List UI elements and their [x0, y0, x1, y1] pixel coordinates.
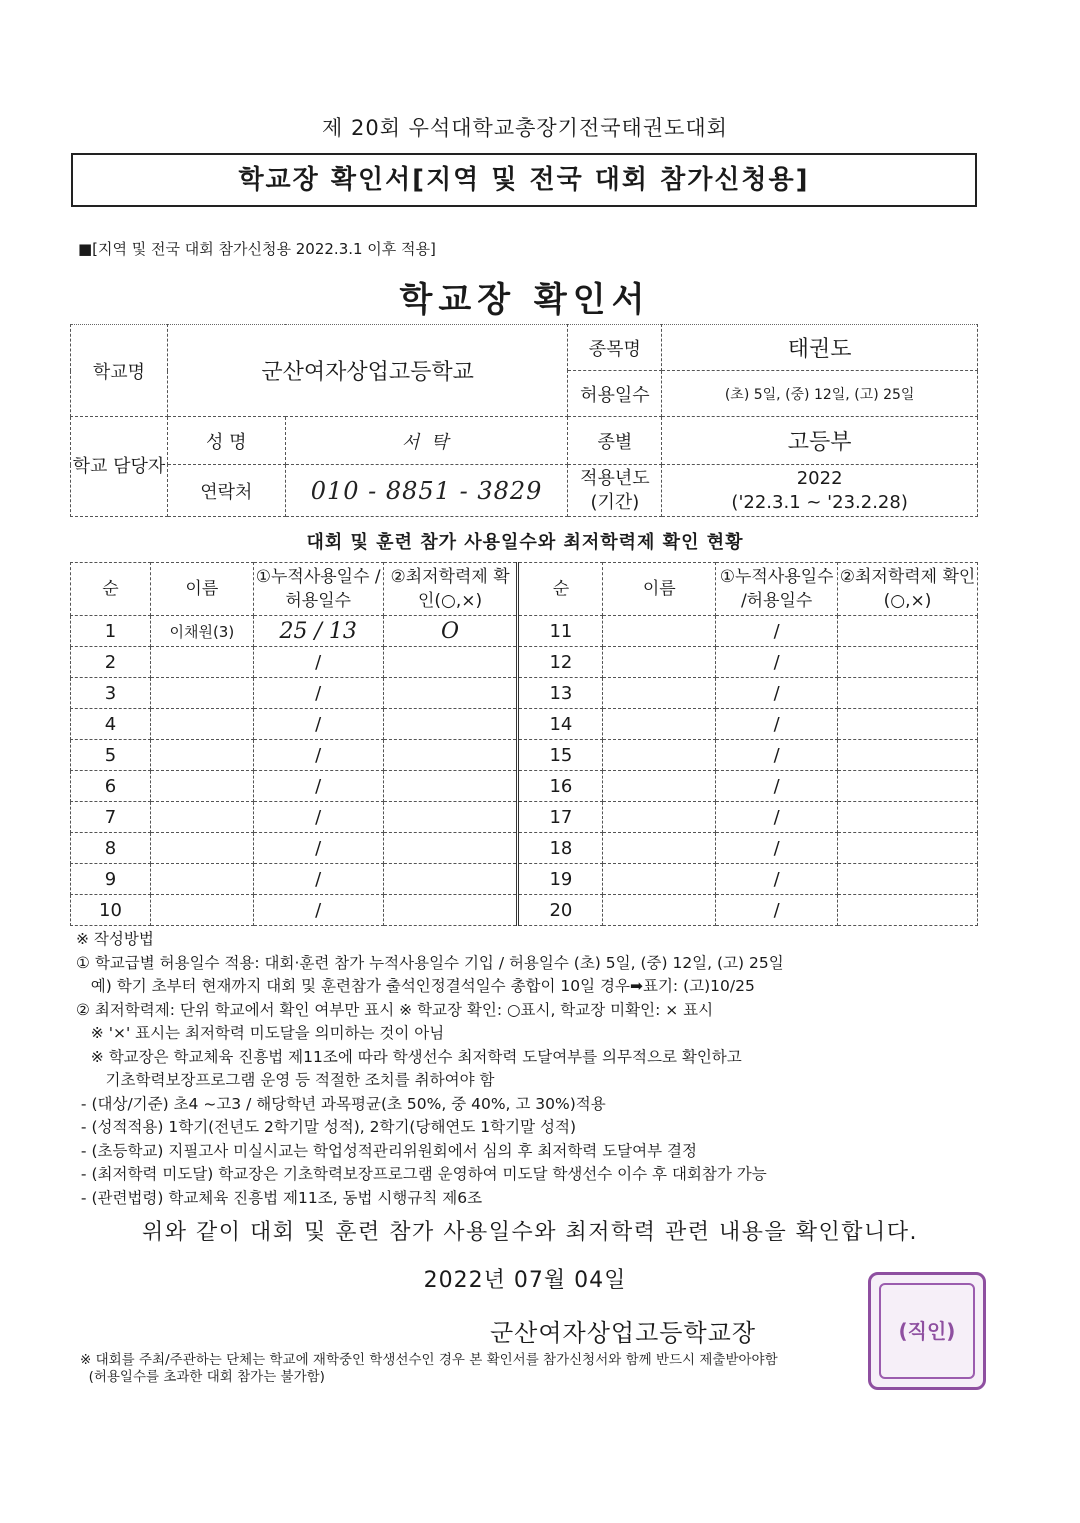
- table-row: [71, 833, 978, 864]
- row-number: 13: [518, 678, 603, 709]
- min-achievement: [383, 895, 518, 926]
- min-achievement: [838, 771, 978, 802]
- instructions: [76, 928, 996, 1210]
- period-value: ('22.3.1 ~ '23.2.28): [731, 491, 908, 513]
- instruction-line: - (관련법령) 학교체육 진흥법 제11조, 동법 시행규칙 제6조: [76, 1188, 483, 1207]
- table-row: [71, 647, 978, 678]
- notice-line: ■[지역 및 전국 대회 참가신청용 2022.3.1 이후 적용]: [78, 240, 436, 258]
- instruction-line: ① 학교급별 허용일수 적용: 대회·훈련 참가 누적사용일수 기입 / 허용일수 (초) 5일, (중) 12일, (고) 25일: [76, 953, 784, 972]
- days-ratio: /: [253, 895, 383, 926]
- row-number: 7: [71, 802, 151, 833]
- row-number: 15: [518, 740, 603, 771]
- instruction-line: ※ 학교장은 학교체육 진흥법 제11조에 따라 학생선수 최저학력 도달여부를 의무적으로 확인하고: [76, 1047, 742, 1066]
- header-min-2: ②최저학력제 확인(○,×): [838, 563, 978, 616]
- header-min: ②최저학력제 확인(○,×): [383, 563, 518, 616]
- instruction-line: - (성적적용) 1학기(전년도 2학기말 성적), 2학기(당해연도 1학기말 성적): [76, 1118, 576, 1136]
- form-title-box: 학교장 확인서[지역 및 전국 대회 참가신청용]: [71, 153, 977, 207]
- min-achievement: [383, 833, 518, 864]
- participation-table: [70, 562, 978, 926]
- min-achievement: [383, 740, 518, 771]
- header-no-2: 순: [518, 563, 603, 616]
- footnote-line: (허용일수를 초과한 대회 참가는 불가함): [80, 1369, 325, 1385]
- row-number: 18: [518, 833, 603, 864]
- min-achievement: [838, 802, 978, 833]
- manager-label: 학교 담당자: [71, 417, 168, 517]
- table-row: [71, 895, 978, 926]
- instruction-line: - (대상/기준) 초4 ~고3 / 해당학년 과목평균(초 50%, 중 40%, 고 30%)적용: [76, 1094, 606, 1113]
- header-name: 이름: [150, 563, 253, 616]
- school-label: 학교명: [71, 325, 168, 417]
- header-days-2: ①누적사용일수 /허용일수: [716, 563, 838, 616]
- division-value: 고등부: [662, 417, 978, 465]
- min-achievement: [838, 864, 978, 895]
- row-number: 16: [518, 771, 603, 802]
- row-number: 10: [71, 895, 151, 926]
- row-number: 2: [71, 647, 151, 678]
- sport-label: 종목명: [568, 325, 662, 371]
- days-ratio: /: [253, 864, 383, 895]
- days-ratio: /: [716, 864, 838, 895]
- days-ratio: /: [253, 678, 383, 709]
- table-row: [71, 802, 978, 833]
- min-achievement: [383, 802, 518, 833]
- footnote-line: ※ 대회를 주최/주관하는 단체는 학교에 재학중인 학생선수인 경우 본 확인서를 참가신청서와 함께 반드시 제출받아야함: [80, 1352, 778, 1368]
- status-title: 대회 및 훈련 참가 사용일수와 최저학력제 확인 현황: [306, 532, 744, 553]
- min-achievement: [838, 678, 978, 709]
- school-info-table: [70, 324, 978, 517]
- min-achievement: [838, 616, 978, 647]
- student-name: [150, 895, 253, 926]
- days-ratio: /: [716, 802, 838, 833]
- row-number: 3: [71, 678, 151, 709]
- student-name: 이채원(3): [150, 616, 253, 647]
- instruction-line: - (초등학교) 지필고사 미실시교는 학업성적관리위원회에서 심의 후 최저학력 도달여부 결정: [76, 1141, 697, 1160]
- row-number: 17: [518, 802, 603, 833]
- official-seal-stamp: [868, 1272, 986, 1390]
- row-number: 14: [518, 709, 603, 740]
- student-name: [603, 709, 716, 740]
- instruction-line: ※ '×' 표시는 최저학력 미도달을 의미하는 것이 아님: [76, 1024, 445, 1042]
- manager-name-value: 서 탁: [285, 417, 568, 465]
- table-row: [71, 678, 978, 709]
- days-ratio: /: [253, 771, 383, 802]
- instruction-line: - (최저학력 미도달) 학교장은 기초학력보장프로그램 운영하여 미도달 학생선수 이수 후 대회참가 가능: [76, 1165, 767, 1183]
- student-name: [150, 709, 253, 740]
- table-row: [71, 709, 978, 740]
- student-name: [150, 864, 253, 895]
- days-ratio: /: [716, 740, 838, 771]
- days-ratio: /: [716, 616, 838, 647]
- year-label: 적용년도 (기간): [568, 465, 662, 517]
- student-name: [603, 895, 716, 926]
- student-name: [150, 833, 253, 864]
- min-achievement: [838, 709, 978, 740]
- year-value: 2022: [796, 467, 843, 489]
- student-name: [603, 647, 716, 678]
- header-name-2: 이름: [603, 563, 716, 616]
- row-number: 11: [518, 616, 603, 647]
- confirmation-statement: 위와 같이 대회 및 훈련 참가 사용일수와 최저학력 관련 내용을 확인합니다.: [142, 1220, 918, 1245]
- row-number: 4: [71, 709, 151, 740]
- min-achievement: [383, 647, 518, 678]
- manager-name-label: 성 명: [167, 417, 285, 465]
- division-label: 종별: [568, 417, 662, 465]
- days-ratio: /: [716, 709, 838, 740]
- table-header-row: [71, 563, 978, 616]
- days-ratio: /: [716, 678, 838, 709]
- seal-label: (직인): [898, 1319, 956, 1343]
- student-name: [603, 616, 716, 647]
- table-row: [71, 740, 978, 771]
- header-no: 순: [71, 563, 151, 616]
- min-achievement: [838, 895, 978, 926]
- row-number: 19: [518, 864, 603, 895]
- min-achievement: [838, 740, 978, 771]
- student-name: [603, 678, 716, 709]
- table-row: [71, 864, 978, 895]
- days-ratio: /: [716, 647, 838, 678]
- table-row: [71, 616, 978, 647]
- min-achievement: [383, 864, 518, 895]
- days-ratio: /: [716, 771, 838, 802]
- instruction-line: 기초학력보장프로그램 운영 등 적절한 조치를 취하여야 함: [76, 1071, 495, 1089]
- row-number: 9: [71, 864, 151, 895]
- document-title: 학교장 확인서: [399, 280, 651, 320]
- days-ratio: /: [253, 647, 383, 678]
- days-ratio: /: [716, 895, 838, 926]
- student-name: [150, 740, 253, 771]
- min-achievement: [383, 709, 518, 740]
- principal-signature: 군산여자상업고등학교장: [490, 1319, 757, 1347]
- header-days: ①누적사용일수 /허용일수: [253, 563, 383, 616]
- row-number: 12: [518, 647, 603, 678]
- event-title: 제 20회 우석대학교총장기전국태권도대회: [322, 116, 728, 140]
- footnote: [80, 1352, 778, 1386]
- school-name: 군산여자상업고등학교: [167, 325, 568, 417]
- contact-value: 010 - 8851 - 3829: [285, 465, 568, 517]
- issue-date: 2022년 07월 04일: [423, 1268, 627, 1293]
- contact-label: 연락처: [167, 465, 285, 517]
- days-ratio: 25 / 13: [253, 616, 383, 647]
- days-ratio: /: [253, 802, 383, 833]
- allowed-days-value: (초) 5일, (중) 12일, (고) 25일: [662, 371, 978, 417]
- allowed-days-label: 허용일수: [568, 371, 662, 417]
- row-number: 1: [71, 616, 151, 647]
- student-name: [603, 740, 716, 771]
- days-ratio: /: [716, 833, 838, 864]
- days-ratio: /: [253, 833, 383, 864]
- student-name: [150, 802, 253, 833]
- instruction-line: ※ 작성방법: [76, 930, 154, 948]
- row-number: 8: [71, 833, 151, 864]
- row-number: 20: [518, 895, 603, 926]
- days-ratio: /: [253, 740, 383, 771]
- min-achievement: O: [383, 616, 518, 647]
- row-number: 5: [71, 740, 151, 771]
- min-achievement: [383, 771, 518, 802]
- row-number: 6: [71, 771, 151, 802]
- instruction-line: ② 최저학력제: 단위 학교에서 확인 여부만 표시 ※ 학교장 확인: ○표시, 학교장 미확인: × 표시: [76, 1000, 714, 1019]
- min-achievement: [838, 647, 978, 678]
- days-ratio: /: [253, 709, 383, 740]
- student-name: [603, 833, 716, 864]
- student-name: [150, 771, 253, 802]
- student-name: [150, 647, 253, 678]
- instruction-line: 예) 학기 초부터 현재까지 대회 및 훈련참가 출석인정결석일수 총합이 10일 경우➡표기: (고)10/25: [76, 977, 755, 995]
- min-achievement: [838, 833, 978, 864]
- student-name: [603, 802, 716, 833]
- table-row: [71, 771, 978, 802]
- min-achievement: [383, 678, 518, 709]
- sport-value: 태권도: [662, 325, 978, 371]
- student-name: [603, 771, 716, 802]
- student-name: [150, 678, 253, 709]
- student-name: [603, 864, 716, 895]
